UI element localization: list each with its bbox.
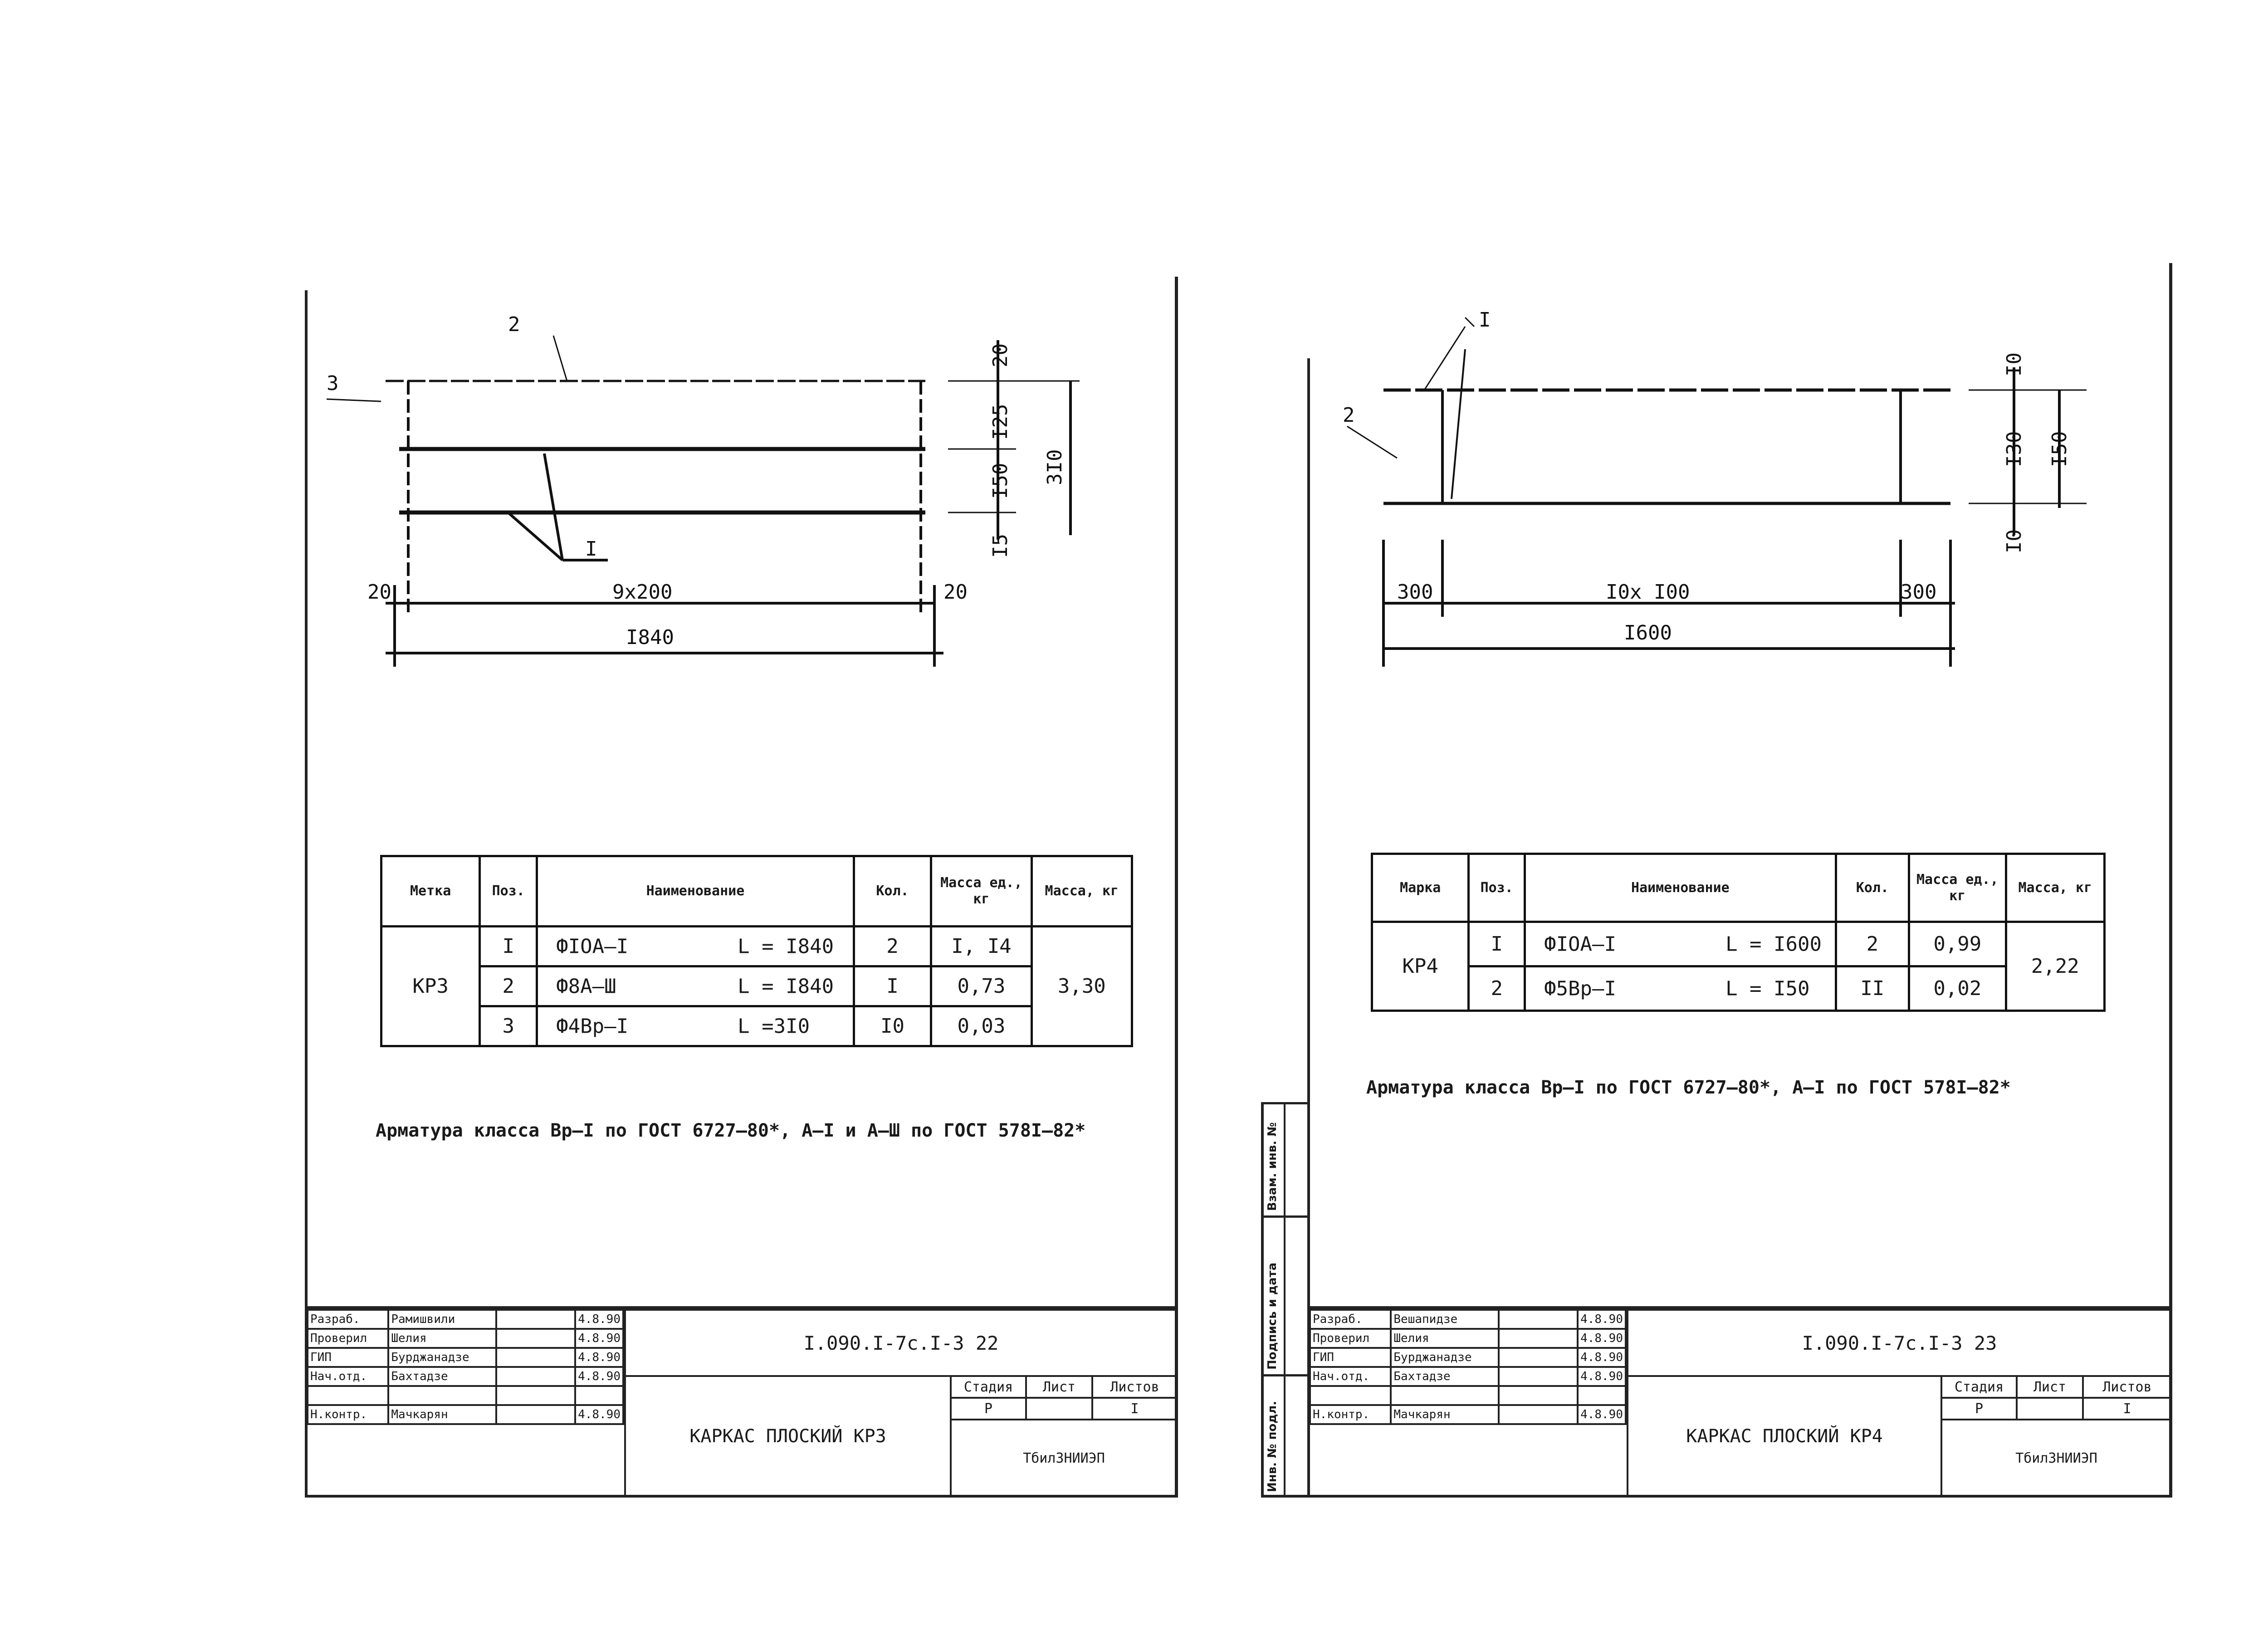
left-sign-0 xyxy=(496,1310,575,1329)
right-sheets-value xyxy=(2082,1397,2172,1420)
left-row2-name xyxy=(537,966,854,1006)
left-sheets-value xyxy=(1091,1397,1178,1420)
right-sheet-header xyxy=(2016,1375,2084,1399)
left-date-4 xyxy=(575,1386,623,1405)
right-stage-header xyxy=(1941,1375,2018,1399)
right-doc-code-text: I.090.I-7c.I-3 23 xyxy=(1802,1332,1997,1354)
left-row3-length: L =3I0 xyxy=(738,1015,810,1038)
right-dim-10-top: I0 xyxy=(2003,352,2026,376)
right-dim-130: I30 xyxy=(2003,431,2026,467)
left-name-1: Шелия xyxy=(388,1329,496,1348)
right-side-label-inv: Инв. № подл. xyxy=(1266,1401,1279,1492)
right-row2-pos: 2 xyxy=(1469,966,1525,1011)
left-sheet-header xyxy=(1025,1375,1093,1399)
left-row1-name xyxy=(537,927,854,966)
right-row1-pos: I xyxy=(1469,922,1525,966)
left-row3-pos: 3 xyxy=(480,1006,537,1046)
right-row1-unit-mass: 0,99 xyxy=(1909,922,2006,966)
right-strip-div2 xyxy=(1261,1374,1310,1376)
left-row1-bar: ФIOA–I xyxy=(556,935,629,958)
left-role-2: ГИП xyxy=(308,1348,388,1367)
left-row3-bar: Ф4Вр–I xyxy=(556,1015,629,1038)
left-sheets-header-text: Листов xyxy=(1110,1379,1159,1395)
left-role-0: Разраб. xyxy=(308,1310,388,1329)
table-row xyxy=(1372,966,2105,1011)
left-header-unit-mass: Масса ед., кг xyxy=(931,856,1031,927)
right-row1-name xyxy=(1525,922,1836,966)
left-drawing-title-text: КАРКАС ПЛОСКИЙ КРЗ xyxy=(689,1426,886,1447)
left-doc-code xyxy=(624,1309,1178,1377)
left-sheet-header-text: Лист xyxy=(1042,1379,1076,1395)
left-date-0: 4.8.90 xyxy=(575,1310,623,1329)
right-row2-name xyxy=(1525,966,1836,1011)
left-stage-header xyxy=(950,1375,1027,1399)
left-name-3: Бахтадзе xyxy=(388,1367,496,1386)
right-org xyxy=(1941,1419,2172,1498)
right-name-3: Бахтадзе xyxy=(1391,1367,1499,1386)
right-header-mark: Марка xyxy=(1372,854,1469,922)
right-header-qty: Кол. xyxy=(1836,854,1909,922)
right-sheet-header-text: Лист xyxy=(2033,1379,2067,1395)
right-role-3: Нач.отд. xyxy=(1310,1367,1391,1386)
right-side-label-sign: Подпись и дата xyxy=(1266,1262,1279,1370)
left-pos-label-1: I xyxy=(585,537,597,561)
right-sign-1 xyxy=(1499,1329,1578,1348)
right-date-2: 4.8.90 xyxy=(1578,1348,1626,1367)
left-row1-qty: 2 xyxy=(854,927,931,966)
left-total-mass: 3,30 xyxy=(1031,927,1132,1046)
right-org-text: ТбилЗНИИЭП xyxy=(2015,1450,2097,1466)
left-role-5: Н.контр. xyxy=(308,1405,388,1424)
left-row1-pos: I xyxy=(480,927,537,966)
right-header-mass: Масса, кг xyxy=(2006,854,2104,922)
left-pos-label-2: 2 xyxy=(508,313,520,336)
left-stamp-roles xyxy=(307,1309,624,1425)
left-drawing-title xyxy=(624,1375,952,1498)
left-name-4 xyxy=(388,1386,496,1405)
left-name-0: Рамишвили xyxy=(388,1310,496,1329)
left-dim-20-top: 20 xyxy=(989,343,1012,367)
left-row1-length: L = I840 xyxy=(738,935,834,958)
right-dim-total: I600 xyxy=(1624,621,1672,644)
right-stamp-roles xyxy=(1309,1309,1627,1425)
left-row2-unit-mass: 0,73 xyxy=(931,966,1031,1006)
left-date-5: 4.8.90 xyxy=(575,1405,623,1424)
right-strip-mid xyxy=(1284,1102,1286,1497)
right-dim-300-right: 300 xyxy=(1901,581,1937,604)
right-name-5: Мачкарян xyxy=(1391,1405,1499,1424)
left-date-1: 4.8.90 xyxy=(575,1329,623,1348)
right-dim-150: I50 xyxy=(2048,431,2071,467)
right-pos-label-1: I xyxy=(1479,308,1491,332)
left-row3-qty: I0 xyxy=(854,1006,931,1046)
right-row2-qty: II xyxy=(1836,966,1909,1011)
left-row3-unit-mass: 0,03 xyxy=(931,1006,1031,1046)
right-role-1: Проверил xyxy=(1310,1329,1391,1348)
left-row2-qty: I xyxy=(854,966,931,1006)
left-sign-1 xyxy=(496,1329,575,1348)
right-strip-div1 xyxy=(1261,1215,1310,1218)
right-header-name: Наименование xyxy=(1525,854,1836,922)
left-dim-310: 3I0 xyxy=(1043,449,1066,485)
left-sign-5 xyxy=(496,1405,575,1424)
right-sheets-value-text: I xyxy=(2123,1401,2131,1417)
right-total-mass: 2,22 xyxy=(2006,922,2104,1011)
left-row1-unit-mass: I, I4 xyxy=(931,927,1031,966)
right-sheet-value xyxy=(2016,1397,2084,1420)
left-date-2: 4.8.90 xyxy=(575,1348,623,1367)
left-mark-cell: КРЗ xyxy=(381,927,480,1046)
left-name-2: Бурджанадзе xyxy=(388,1348,496,1367)
right-dim-10-bot: I0 xyxy=(2003,529,2026,553)
right-date-0: 4.8.90 xyxy=(1578,1310,1626,1329)
right-mark-cell: КР4 xyxy=(1372,922,1469,1011)
right-name-0: Вешапидзе xyxy=(1391,1310,1499,1329)
left-header-mark: Метка xyxy=(381,856,480,927)
right-name-1: Шелия xyxy=(1391,1329,1499,1348)
left-role-4 xyxy=(308,1386,388,1405)
table-row xyxy=(381,927,1132,966)
right-date-4 xyxy=(1578,1386,1626,1405)
left-stage-value xyxy=(950,1397,1027,1420)
right-sheets-header xyxy=(2082,1375,2172,1399)
right-spec-table xyxy=(1371,853,2106,1012)
left-sign-3 xyxy=(496,1367,575,1386)
left-header-name: Наименование xyxy=(537,856,854,927)
right-pos-label-2: 2 xyxy=(1343,404,1355,427)
left-sheets-header xyxy=(1091,1375,1178,1399)
right-role-5: Н.контр. xyxy=(1310,1405,1391,1424)
right-sheets-header-text: Листов xyxy=(2102,1379,2152,1395)
right-strip-top xyxy=(1261,1102,1310,1104)
right-name-2: Бурджанадзе xyxy=(1391,1348,1499,1367)
left-spec-table xyxy=(380,855,1133,1047)
right-stage-value-text: Р xyxy=(1975,1401,1984,1417)
table-row xyxy=(381,1006,1132,1046)
left-header-pos: Поз. xyxy=(480,856,537,927)
left-header-mass: Масса, кг xyxy=(1031,856,1132,927)
right-side-label-repl: Взам. инв. № xyxy=(1266,1122,1279,1211)
right-row2-bar: Ф5Вр–I xyxy=(1544,977,1617,1000)
right-frame-drawing xyxy=(1315,299,2087,680)
right-role-4 xyxy=(1310,1386,1391,1405)
right-dim-spacing: I0x I00 xyxy=(1606,581,1690,604)
left-role-1: Проверил xyxy=(308,1329,388,1348)
right-row1-qty: 2 xyxy=(1836,922,1909,966)
right-sign-5 xyxy=(1499,1405,1578,1424)
right-drawing-title-text: КАРКАС ПЛОСКИЙ КР4 xyxy=(1686,1426,1883,1447)
right-drawing-title xyxy=(1627,1375,1942,1498)
left-role-3: Нач.отд. xyxy=(308,1367,388,1386)
left-sheets-value-text: I xyxy=(1130,1401,1139,1417)
right-role-2: ГИП xyxy=(1310,1348,1391,1367)
table-row xyxy=(381,966,1132,1006)
left-row3-name xyxy=(537,1006,854,1046)
left-date-3: 4.8.90 xyxy=(575,1367,623,1386)
right-row2-length: L = I50 xyxy=(1725,977,1810,1000)
left-dim-150: I50 xyxy=(989,463,1012,499)
left-pos-label-3: 3 xyxy=(327,372,339,395)
right-row2-unit-mass: 0,02 xyxy=(1909,966,2006,1011)
left-org xyxy=(950,1419,1178,1498)
right-date-1: 4.8.90 xyxy=(1578,1329,1626,1348)
right-header-unit-mass: Масса ед., кг xyxy=(1909,854,2006,922)
left-doc-code-text: I.090.I-7c.I-3 22 xyxy=(803,1332,999,1354)
right-name-4 xyxy=(1391,1386,1499,1405)
right-date-3: 4.8.90 xyxy=(1578,1367,1626,1386)
left-stage-value-text: Р xyxy=(984,1401,993,1417)
right-header-pos: Поз. xyxy=(1469,854,1525,922)
right-date-5: 4.8.90 xyxy=(1578,1405,1626,1424)
left-sign-2 xyxy=(496,1348,575,1367)
left-frame-drawing xyxy=(308,313,1080,685)
right-dim-300-left: 300 xyxy=(1397,581,1433,604)
right-sign-3 xyxy=(1499,1367,1578,1386)
left-sign-4 xyxy=(496,1386,575,1405)
right-row1-bar: ФIOA–I xyxy=(1544,932,1617,956)
left-org-text: ТбилЗНИИЭП xyxy=(1023,1450,1105,1466)
left-dim-20-left: 20 xyxy=(367,581,391,604)
right-strip-left xyxy=(1261,1102,1264,1497)
left-name-5: Мачкарян xyxy=(388,1405,496,1424)
left-row2-bar: Ф8А–Ш xyxy=(556,975,616,998)
left-dim-spacing: 9x200 xyxy=(612,581,673,604)
right-row1-length: L = I600 xyxy=(1725,932,1822,956)
left-row2-pos: 2 xyxy=(480,966,537,1006)
right-stage-header-text: Стадия xyxy=(1954,1379,2004,1395)
left-stage-header-text: Стадия xyxy=(963,1379,1013,1395)
left-dim-125: I25 xyxy=(989,404,1012,440)
right-doc-code xyxy=(1627,1309,2172,1377)
right-note: Арматура класса Вр–I по ГОСТ 6727–80*, А–I по ГОСТ 578I–82* xyxy=(1366,1077,2011,1098)
left-dim-total: I840 xyxy=(626,626,674,649)
right-role-0: Разраб. xyxy=(1310,1310,1391,1329)
left-dim-15: I5 xyxy=(989,534,1012,558)
right-sign-0 xyxy=(1499,1310,1578,1329)
table-row xyxy=(1372,922,2105,966)
left-header-qty: Кол. xyxy=(854,856,931,927)
left-dim-20-right: 20 xyxy=(943,581,968,604)
right-sign-2 xyxy=(1499,1348,1578,1367)
right-stage-value xyxy=(1941,1397,2018,1420)
right-sign-4 xyxy=(1499,1386,1578,1405)
left-row2-length: L = I840 xyxy=(738,975,834,998)
left-note: Арматура класса Вр–I по ГОСТ 6727–80*, А–I и А–Ш по ГОСТ 578I–82* xyxy=(376,1120,1086,1141)
left-sheet-value xyxy=(1025,1397,1093,1420)
